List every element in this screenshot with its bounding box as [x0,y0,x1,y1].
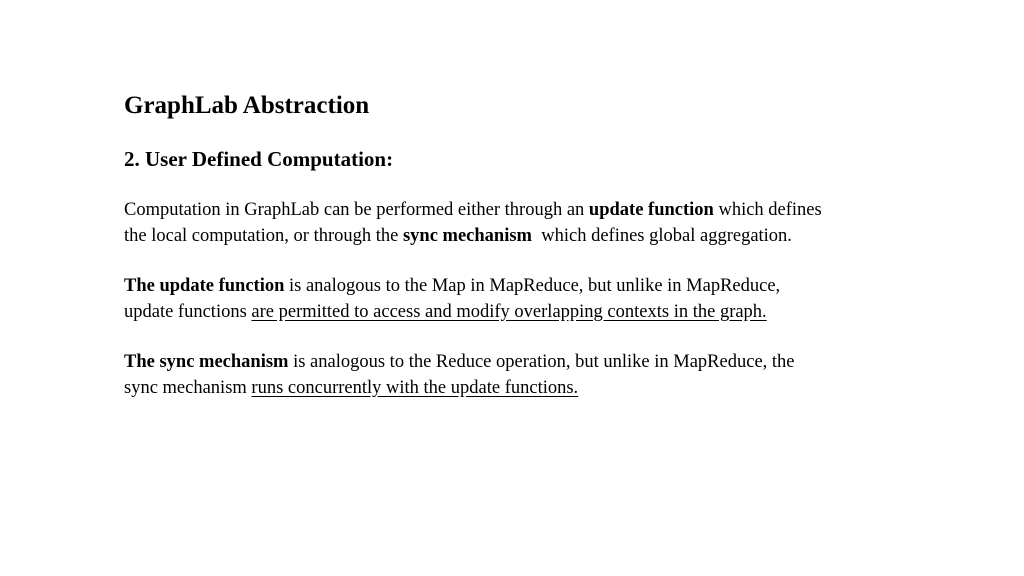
paragraph-computation [124,198,824,249]
bold-term-update-function: update function [588,200,714,220]
text-run: Computation in GraphLab can be performed either through an [124,200,589,220]
section-heading: 2. User Defined Computation: [124,147,394,171]
text-run: which defines global aggregation. [531,225,792,246]
paragraph-sync-mechanism [124,350,824,401]
underlined-text: are permitted to access and modify overlapping contexts in the graph. [251,301,767,322]
bold-term-the-update-function: The update function [124,276,285,296]
text-run: is analogous to the Reduce operation, but unlike in MapReduce, the sync mechanism [124,352,795,398]
slide-content [124,88,824,401]
text-run: which defines the local computation, or through the [124,200,822,246]
slide-title: GraphLab Abstraction [124,92,370,119]
underlined-text: runs concurrently with the update functions. [251,377,579,398]
paragraph-update-function [124,274,824,325]
bold-term-sync-mechanism: sync mechanism [402,225,532,246]
text-run: is analogous to the Map in MapReduce, but unlike in MapReduce, update functions [124,276,781,322]
bold-term-the-sync-mechanism: The sync mechanism [124,352,289,372]
